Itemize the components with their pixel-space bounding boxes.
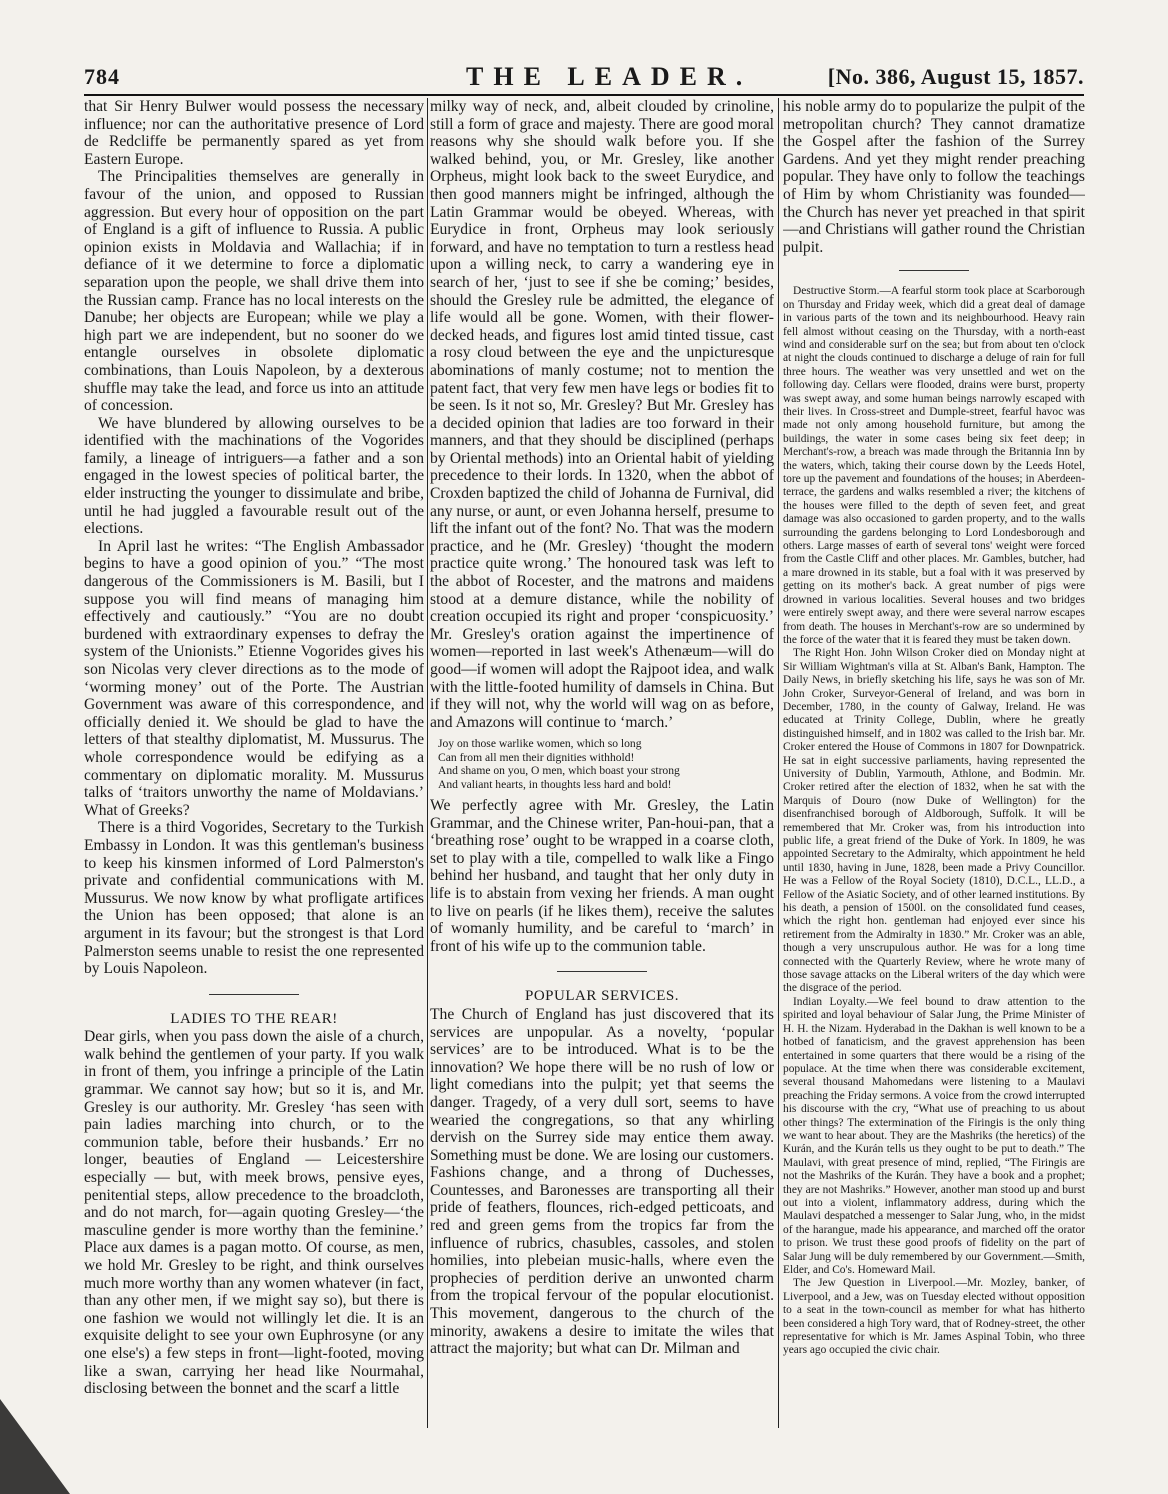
article-heading: LADIES TO THE REAR! — [170, 1010, 338, 1027]
column-2 — [430, 98, 774, 1428]
paragraph: We have blundered by allowing ourselves to be identified with the machinations of the Vogorides family, a lineage of intriguers—a father and a son engaged in the lowest species of political barter, the elder instructing the younger to dissimulate and bribe, until he had juggled a favourable result out of the elections. — [84, 414, 424, 538]
verse-line: Joy on those warlike women, which so long — [438, 737, 642, 751]
verse-line: And valiant hearts, in thoughts less hard and bold! — [438, 777, 672, 791]
paragraph: Dear girls, when you pass down the aisle of a church, walk behind the gentlemen of your party. If you walk in front of them, you infringe a principle of the Latin grammar. We cannot say how; but so it is, and Mr. Gresley is our authority. Mr. Gresley ‘has seen with pain ladies marching into church, or to the communion table, before their husbands.’ Err no longer, beauties of England — Leicestershire especially — but, with meek brows, pensive eyes, penitential steps, allow precedence to the broadcloth, and do not march, for—again quoting Gresley—‘the masculine gender is more worthy than the feminine.’ Place aux dames is a pagan motto. Of course, as men, we hold Mr. Gresley to be right, and think ourselves much more worthy than any women whatever (in fact, than any other men, if we might say so), but there is one fashion we would not willingly let die. It is an exquisite delight to see your own Euphrosyne (or any one else's) a few steps in front—light-footed, moving like a swan, carrying her head like Nourmahal, disclosing between the bonnet and the scarf a little — [84, 1028, 424, 1398]
column-3 — [783, 98, 1085, 1428]
page-number: 784 — [84, 64, 120, 89]
header-rule — [84, 94, 1084, 96]
news-item: The Jew Question in Liverpool.—Mr. Mozley, banker, of Liverpool, and a Jew, was on Tuesday elected without opposition to a seat in the town-council as member for what has hitherto been considered a high Tory ward, that of Rodney-street, the other representative for which is Mr. James Aspinal Tobin, who three years ago occupied the civic chair. — [783, 1277, 1085, 1357]
paragraph: his noble army do to popularize the pulpit of the metropolitan church? They cannot dramatize the Gospel after the fashion of the Surrey Gardens. And yet they might render preaching popular. They have only to follow the teachings of Him by whom Christianity was founded—the Church has never yet preached in that spirit—and Christians will gather round the Christian pulpit. — [783, 98, 1085, 256]
paragraph: There is a third Vogorides, Secretary to the Turkish Embassy in London. It was this gentleman's business to keep his kinsmen informed of Lord Palmerston's private and confidential communications with M. Mussurus. We now know by what profligate artifices the Union has been opposed; that alone is an argument in its favour; but the strongest is that Lord Palmerston seems unable to resist the one represented by Louis Napoleon. — [84, 819, 424, 978]
column-divider — [427, 98, 428, 1428]
paragraph: We perfectly agree with Mr. Gresley, the Latin Grammar, and the Chinese writer, Pan-houi-pan, that a ‘breathing rose’ ought to be wrapped in a coarse cloth, set to play with a tile, compelled to walk like a Fingo behind her husband, and taught that her only duty in life is to abstain from vexing her friends. A man ought to live on pearls (if he likes them), receive the salutes of womanly humility, and be careful to ‘march’ in front of his wife up to the communion table. — [430, 797, 774, 955]
section-rule — [557, 971, 647, 972]
issue-date: [No. 386, August 15, 1857. — [827, 64, 1084, 89]
paragraph: milky way of neck, and, albeit clouded by crinoline, still a form of grace and majesty. There are good moral reasons why she should walk before you. If she walked behind, you, or Mr. Gresley, like another Orpheus, might look back to the sweet Eurydice, and then good manners might be infringed, although the Latin Grammar would be obeyed. Whereas, with Eurydice in front, Orpheus may look seriously forward, and have no temptation to turn a restless head upon a willing neck, to carry a wandering eye in search of her, ‘just to see if she be coming;’ besides, should the Gresley rule be admitted, the elegance of life would all be gone. Women, with their flower-decked heads, and figures lost amid tinted tissue, cast a rosy cloud between the eye and the unpicturesque abominations of manly costume; not to mention the patent fact, that very few men have legs or bodies fit to be seen. Is it not so, Mr. Gresley? But Mr. Gresley has a decided opinion that ladies are too forward in their manners, and that they should be disciplined (perhaps by Oriental methods) into an Oriental habit of yielding precedence to their lords. In 1320, when the abbot of Croxden baptized the child of Johanna de Furnival, did any nurse, or aunt, or even Johanna herself, presume to lift the infant out of the font? No. That was the modern practice, and he (Mr. Gresley) ‘thought the modern practice quite wrong.’ The honoured task was left to the abbot of Rocester, and the matrons and maidens stood at a demure distance, while the nobility of creation occupied its right and proper ‘conspicuosity.’ Mr. Gresley's oration against the impertinence of women—reported in last week's Athenæum—will do good—if women will adopt the Rajpoot idea, and walk with the little-footed humility of damsels in China. But if they will not, why the world will wag on as before, and Amazons will continue to ‘march.’ — [430, 98, 774, 731]
verse-line: And shame on you, O men, which boast your strong — [438, 764, 680, 778]
page-header — [84, 62, 1084, 96]
paragraph: The Principalities themselves are generally in favour of the union, and opposed to Russian aggression. But every hour of opposition on the part of England is a gift of influence to Russia. A public opinion exists in Moldavia and Wallachia; if in defiance of it we determine to force a diplomatic separation upon the people, we shall drive them into the Russian camp. France has no local interests on the Danube; her objects are European; while we play a high part we are independent, but no sooner do we entangle ourselves in obsolete diplomatic combinations, than Louis Napoleon, by a dexterous shuffle may take the lead, and force us into an attitude of concession. — [84, 168, 424, 415]
article-heading: POPULAR SERVICES. — [525, 988, 679, 1005]
paragraph: In April last he writes: “The English Ambassador begins to have a good opinion of you.” “The most dangerous of the Commissioners is M. Basili, but I suppose you will find means of managing him effectively and cautiously.” “You are no doubt burdened with extraordinary expenses to defray the system of the Unionists.” Etienne Vogorides gives his son Nicolas very clever directions as to the mode of ‘worming money’ out of the Porte. The Austrian Government was aware of this correspondence, and officially denied it. We should be glad to have the letters of that stealthy diplomatist, M. Mussurus. The whole correspondence would be edifying as a commentary on diplomatic morality. M. Mussurus talks of ‘traitors unworthy the name of Moldavians.’ What of Greeks? — [84, 537, 424, 819]
column-divider — [778, 98, 779, 1428]
verse-line: Can from all men their dignities withhold! — [438, 750, 635, 764]
column-1 — [84, 98, 424, 1428]
scan-edge-shadow — [0, 1399, 70, 1494]
paragraph: that Sir Henry Bulwer would possess the necessary influence; nor can the authoritative presence of Lord de Redcliffe be permanently spared as yet from Eastern Europe. — [84, 98, 424, 168]
news-item: The Right Hon. John Wilson Croker died on Monday night at Sir William Wightman's villa at St. Alban's Bank, Hampton. The Daily News, in briefly sketching his life, says he was son of Mr. John Croker, Surveyor-General of Ireland, and was born in December, 1780, in the county of Galway, Ireland. He was educated at Trinity College, Dublin, where he greatly distinguished himself, and in 1802 was called to the Irish bar. Mr. Croker entered the House of Commons in 1807 for Downpatrick. He sat in eight successive parliaments, having represented the University of Dublin, Yarmouth, Athlone, and Bodmin. Mr. Croker retired after the election of 1832, when he sat with the Marquis of Douro (now Duke of Wellington) for the disenfranchised borough of Aldborough, Suffolk. It will be remembered that Mr. Croker was, from his introduction into public life, a great friend of the Duke of York. In 1809, he was appointed Secretary to the Admiralty, which appointment he held until 1830, having in June, 1828, been made a Privy Councillor. He was a Fellow of the Royal Society (1810), D.C.L., LL.D., a Fellow of the Asiatic Society, and of other learned institutions. By his death, a pension of 1500l. on the consolidated fund ceases, which the right hon. gentleman had enjoyed ever since his retirement from the Admiralty in 1830.” Mr. Croker was an able, though a very unscrupulous author. He was for a long time connected with the Quarterly Review, where he wrote many of those savage attacks on the Liberal writers of the day which were the disgrace of the period. — [783, 647, 1085, 995]
verse-quote — [438, 737, 774, 791]
section-rule — [899, 270, 969, 271]
lead-text — [783, 98, 1085, 256]
news-item: Indian Loyalty.—We feel bound to draw attention to the spirited and loyal behaviour of Salar Jung, the Prime Minister of H. H. the Nizam. Hyderabad in the Dakhan is well known to be a hotbed of fanaticism, and the gravest apprehension has been entertained in some quarters that there would be a rising of the populace. At the time when there was considerable excitement, several thousand Mahomedans were listening to a Maulavi preaching the Friday sermons. A voice from the crowd interrupted his discourse with the cry, “What use of preaching to us about other things? The extermination of the Firingis is the only thing we want to hear about. They are the Mashriks (the heretics) of the Kurán, and the Kurán tells us they ought to be put to death.” The Maulavi, with great presence of mind, replied, “The Firingis are not the Mashriks of the Kurán. They have a book and a prophet; they are not Mashriks.” However, another man stood up and burst out into a violent, inflammatory address, during which the Maulavi despatched a messenger to Salar Jung, who, in the midst of the harangue, made his appearance, and marched off the orator to prison. We trust these good proofs of fidelity on the part of Salar Jung will be duly remembered by our Government.—Smith, Elder, and Co's. Homeward Mail. — [783, 995, 1085, 1276]
news-item: Destructive Storm.—A fearful storm took place at Scarborough on Thursday and Friday week, which did a great deal of damage in various parts of the town and its neighbourhood. Heavy rain fell almost without ceasing on the Thursday, with a north-east wind and considerable surf on the sea; but from about ten o'clock at night the clouds continued to discharge a deluge of rain for full three hours. The weather was very unsettled and wet on the following day. Cellars were flooded, drains were burst, property was swept away, and some human beings narrowly escaped with their lives. In Cross-street and Dumple-street, fearful havoc was made not only among household furniture, but among the buildings, the water in some cases being six feet deep; in Merchant's-row, a breach was made through the Britannia Inn by the waters, which, taking their course down by the Leeds Hotel, tore up the pavement and foundations of the houses; in Aberdeen-terrace, the gardens and walks resembled a river; the kitchens of the houses were filled to the depth of seven feet, and great damage was also occasioned to garden property, and to the walls surrounding the gardens belonging to Lord Londesborough and others. Large masses of earth of several tons' weight were forced from the Castle Cliff and other places. Mr. Gambles, butcher, had a mare drowned in its stable, but a foal with it was preserved by getting on its mother's back. A great number of pigs were drowned in various localities. Several houses and two bridges were entirely swept away, and there were several narrow escapes from death. The houses in Merchant's-row are so undermined by the force of the water that it is feared they must be taken down. — [783, 285, 1085, 646]
masthead-title: THE LEADER. — [466, 62, 753, 91]
paragraph: The Church of England has just discovered that its services are unpopular. As a novelty, ‘popular services’ are to be introduced. What is to be the innovation? We hope there will be no rush of low or light comedians into the pulpit; yet that seems the danger. Tragedy, of a very dull sort, seems to have wearied the congregations, so that any whirling dervish on the Surrey side may entice them away. Something must be done. We are losing our customers. Fashions change, and a throng of Duchesses, Countesses, and Baronesses are transporting all their pride of feathers, flounces, rich-edged petticoats, and red and green gems from the tropics far from the influence of rubrics, chasubles, cassoles, and stolen homilies, into plebeian music-halls, where even the prophecies of perdition derive an unwonted charm from the tropical fervour of the popular elocutionist. This movement, dangerous to the church of the minority, awakens a desire to imitate the wiles that attract the majority; but what can Dr. Milman and — [430, 1005, 774, 1358]
news-items — [783, 285, 1085, 1358]
section-rule — [209, 994, 299, 995]
